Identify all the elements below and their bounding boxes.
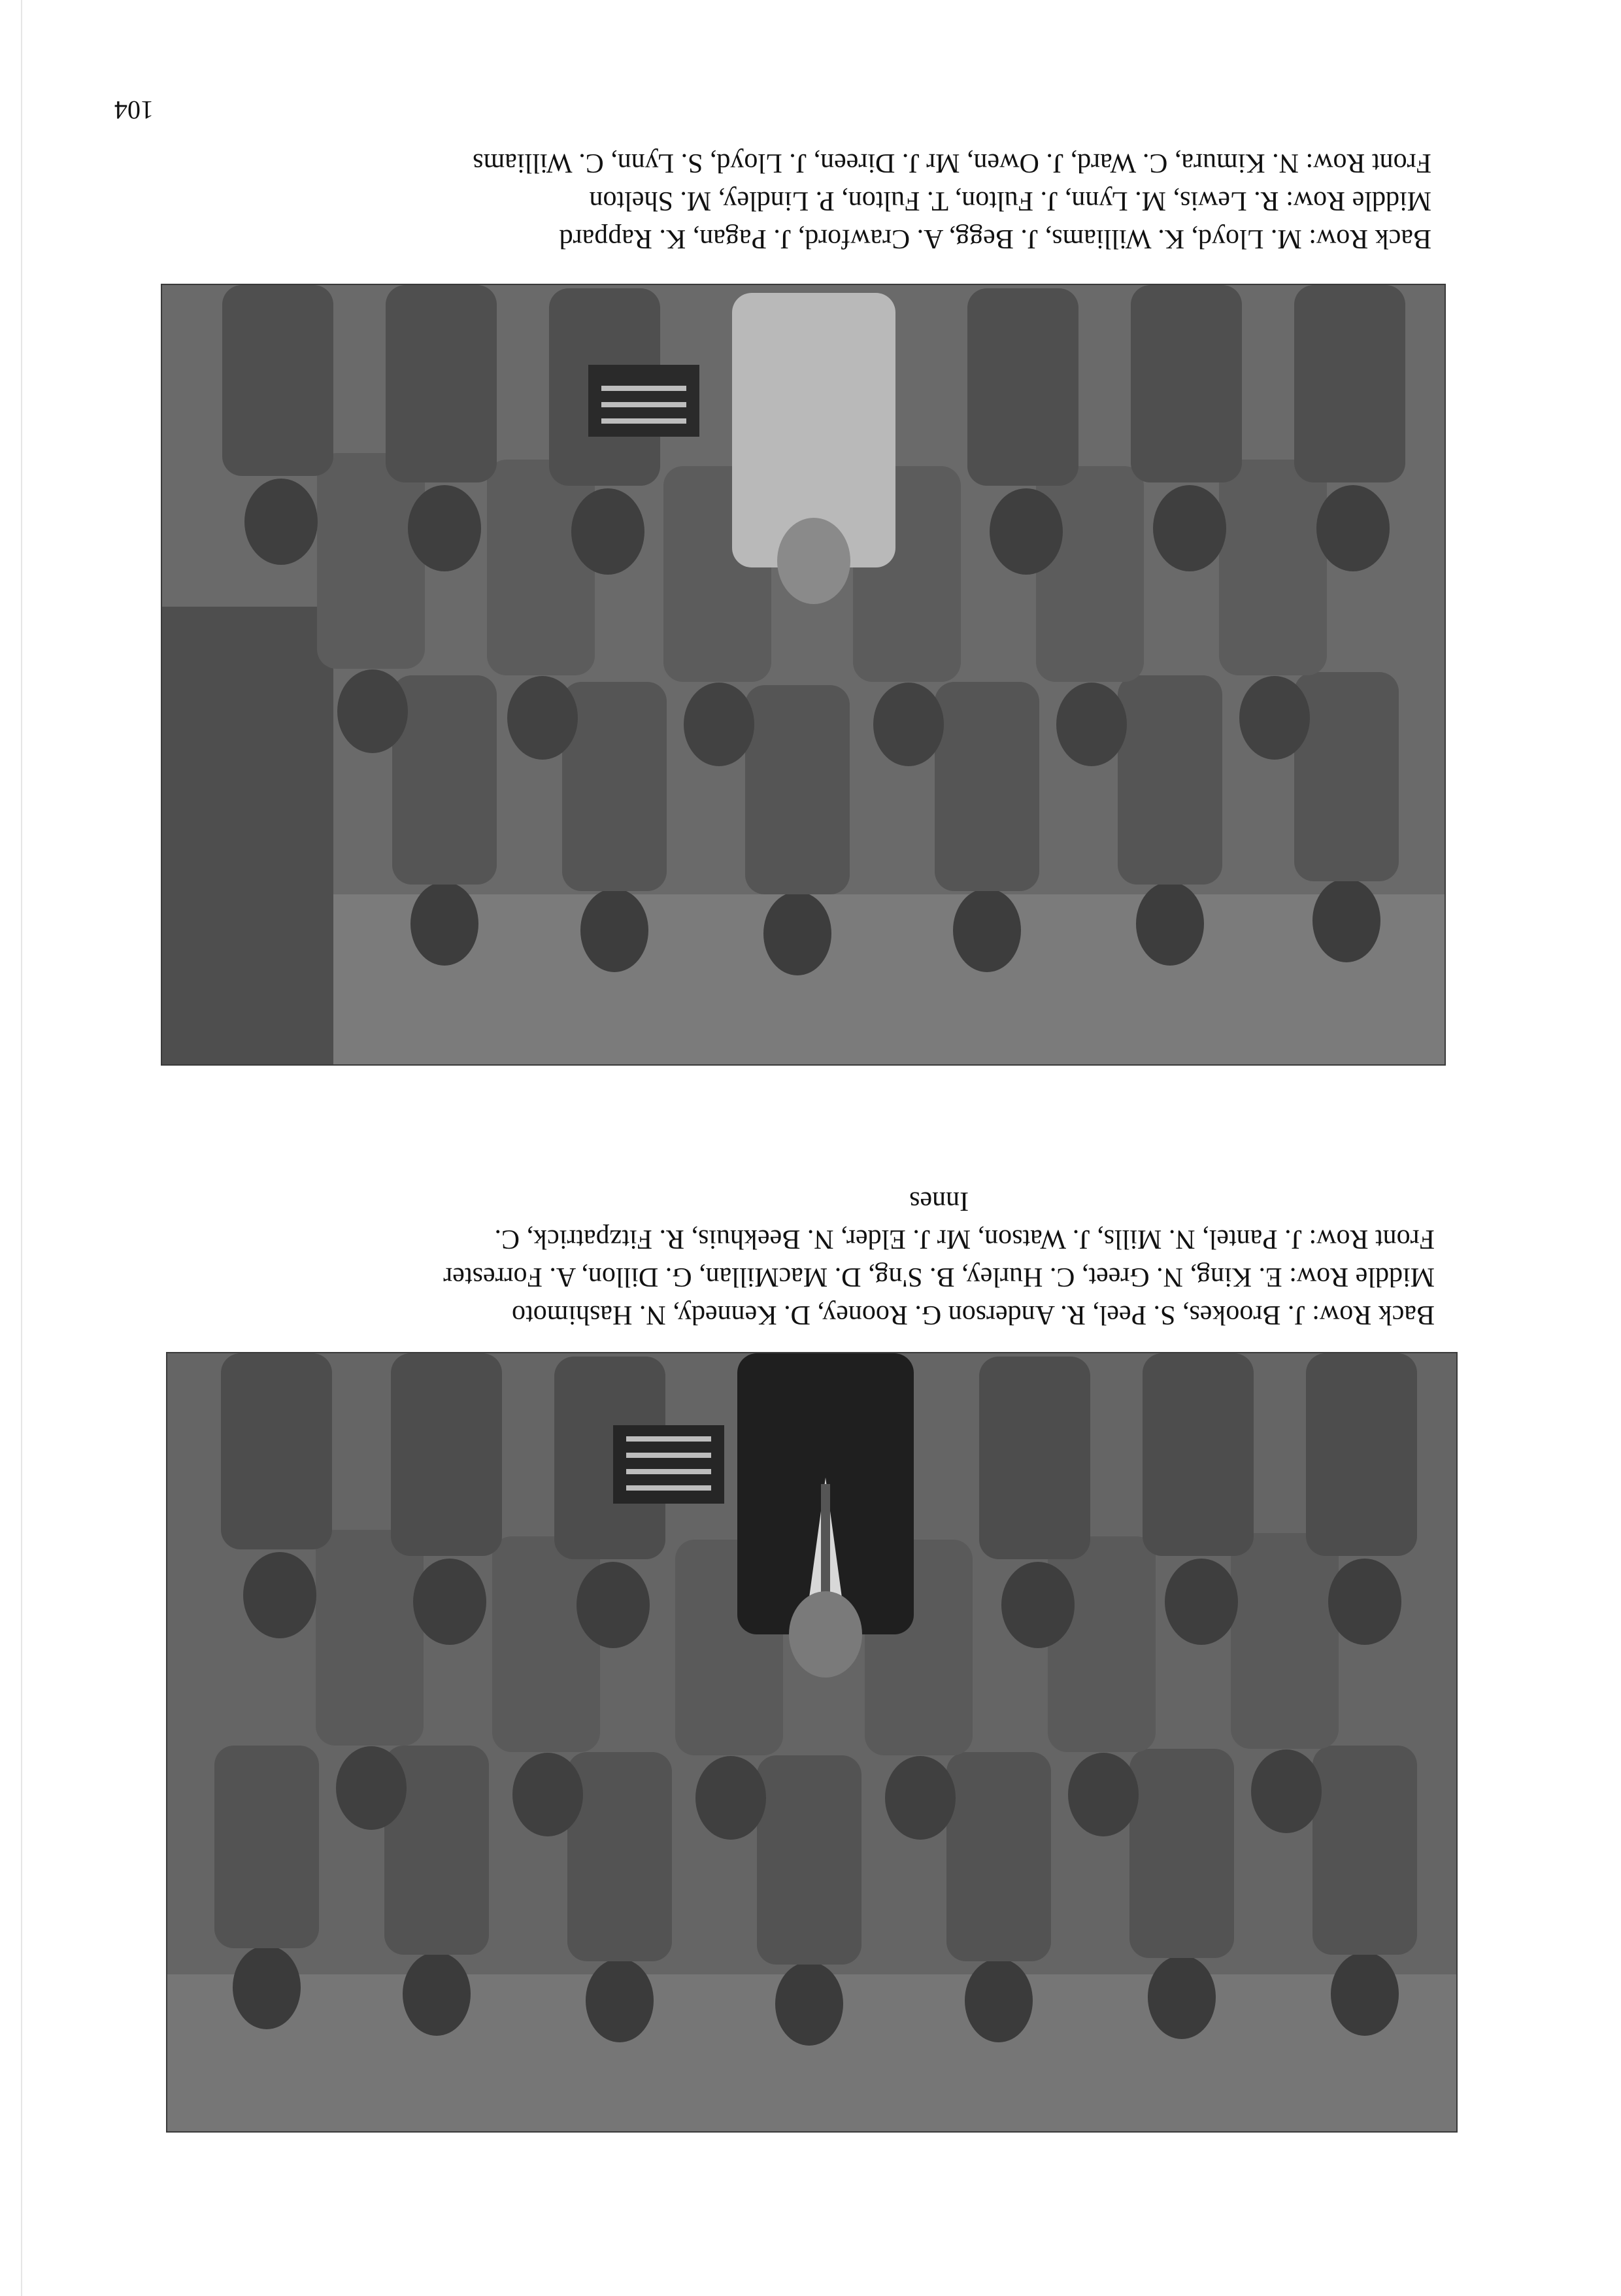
- scan-edge-line: [21, 0, 22, 2296]
- group-photo-1: [161, 284, 1446, 1066]
- photo-2-caption: [443, 1182, 1435, 1334]
- photo-1-back-row: Back Row: M. Lloyd, K. Williams, J. Begg, A. Crawford, J. Pagan, K. Rappard: [559, 224, 1431, 254]
- photo-1-caption: [473, 144, 1431, 258]
- group-photo-1-image: [162, 285, 1445, 1064]
- photo-1-front-row: Front Row: N. Kimura, C. Ward, J. Owen, Mr J. Direen, J. Lloyd, S. Lynn, C. Williams: [473, 148, 1431, 178]
- photo-2-back-row: Back Row: J. Brookes, S. Peel, R. Anderson G. Rooney, D. Kennedy, N. Hashimoto: [512, 1300, 1435, 1330]
- photo-1-middle-row: Middle Row: R. Lewis, M. Lynn, J. Fulton, T. Fulton, P. Lindley, M. Shelton: [589, 186, 1431, 216]
- photo-2-front-row: Front Row: J. Pantel, N. Mills, J. Watson, Mr J. Elder, N. Beekhuis, R. Fitzpatrick, C.: [494, 1224, 1435, 1254]
- group-photo-2: [166, 1352, 1458, 2133]
- photo-2-middle-row: Middle Row: E. King, N. Greet, C. Hurley, B. S'ng, D. MacMillan, G. Dillon, A. Forrester: [443, 1262, 1435, 1292]
- page-number: 104: [114, 95, 154, 125]
- group-photo-2-image: [167, 1353, 1456, 2131]
- photo-2-front-row-continued: Innes: [909, 1186, 969, 1216]
